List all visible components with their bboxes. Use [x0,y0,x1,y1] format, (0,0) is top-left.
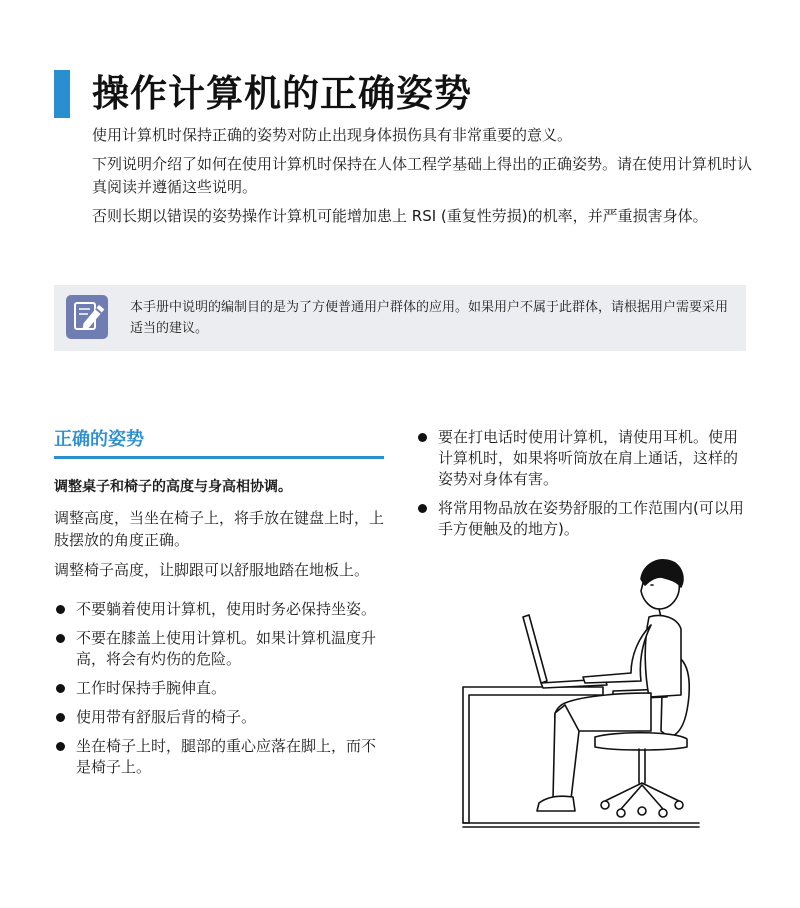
pencil-note-icon [66,295,108,339]
intro-paragraph: 下列说明介绍了如何在使用计算机时保持在人体工程学基础上得出的正确姿势。请在使用计算机时认真阅读并遵循这些说明。 [92,155,753,196]
note-text: 本手册中说明的编制目的是为了方便普通用户群体的应用。如果用户不属于此群体，请根据用户需要采用适当的建议。 [130,300,729,336]
title-accent-bar [54,70,70,118]
list-item: 工作时保持手腕伸直。 [54,678,384,699]
list-item: 将常用物品放在姿势舒服的工作范围内(可以用手方便触及的地方)。 [416,498,750,540]
section-title: 正确的姿势 [54,428,384,459]
left-column [54,428,384,786]
note-box [54,285,746,351]
list-item: 坐在椅子上时，腿部的重心应落在脚上，而不是椅子上。 [54,736,384,778]
right-column [416,427,750,548]
bullet-list [416,427,750,540]
list-item: 不要在膝盖上使用计算机。如果计算机温度升高，将会有灼伤的危险。 [54,628,384,670]
posture-illustration [455,555,705,834]
list-item: 要在打电话时使用计算机，请使用耳机。使用计算机时，如果将听筒放在肩上通话，这样的姿势对身体有害。 [416,427,750,490]
intro-section [92,124,752,234]
list-item: 使用带有舒服后背的椅子。 [54,707,384,728]
section-subtitle: 调整桌子和椅子的高度与身高相协调。 [54,479,292,495]
intro-paragraph: 否则长期以错误的姿势操作计算机可能增加患上 RSI (重复性劳损)的机率，并严重损害身体。 [92,207,708,225]
paragraph: 调整椅子高度，让脚跟可以舒服地踏在地板上。 [54,561,370,579]
list-item: 不要躺着使用计算机，使用时务必保持坐姿。 [54,599,384,620]
page-title: 操作计算机的正确姿势 [92,72,472,115]
paragraph: 调整高度，当坐在椅子上，将手放在键盘上时，上肢摆放的角度正确。 [54,509,385,549]
intro-paragraph: 使用计算机时保持正确的姿势对防止出现身体损伤具有非常重要的意义。 [92,126,573,144]
bullet-list [54,599,384,778]
